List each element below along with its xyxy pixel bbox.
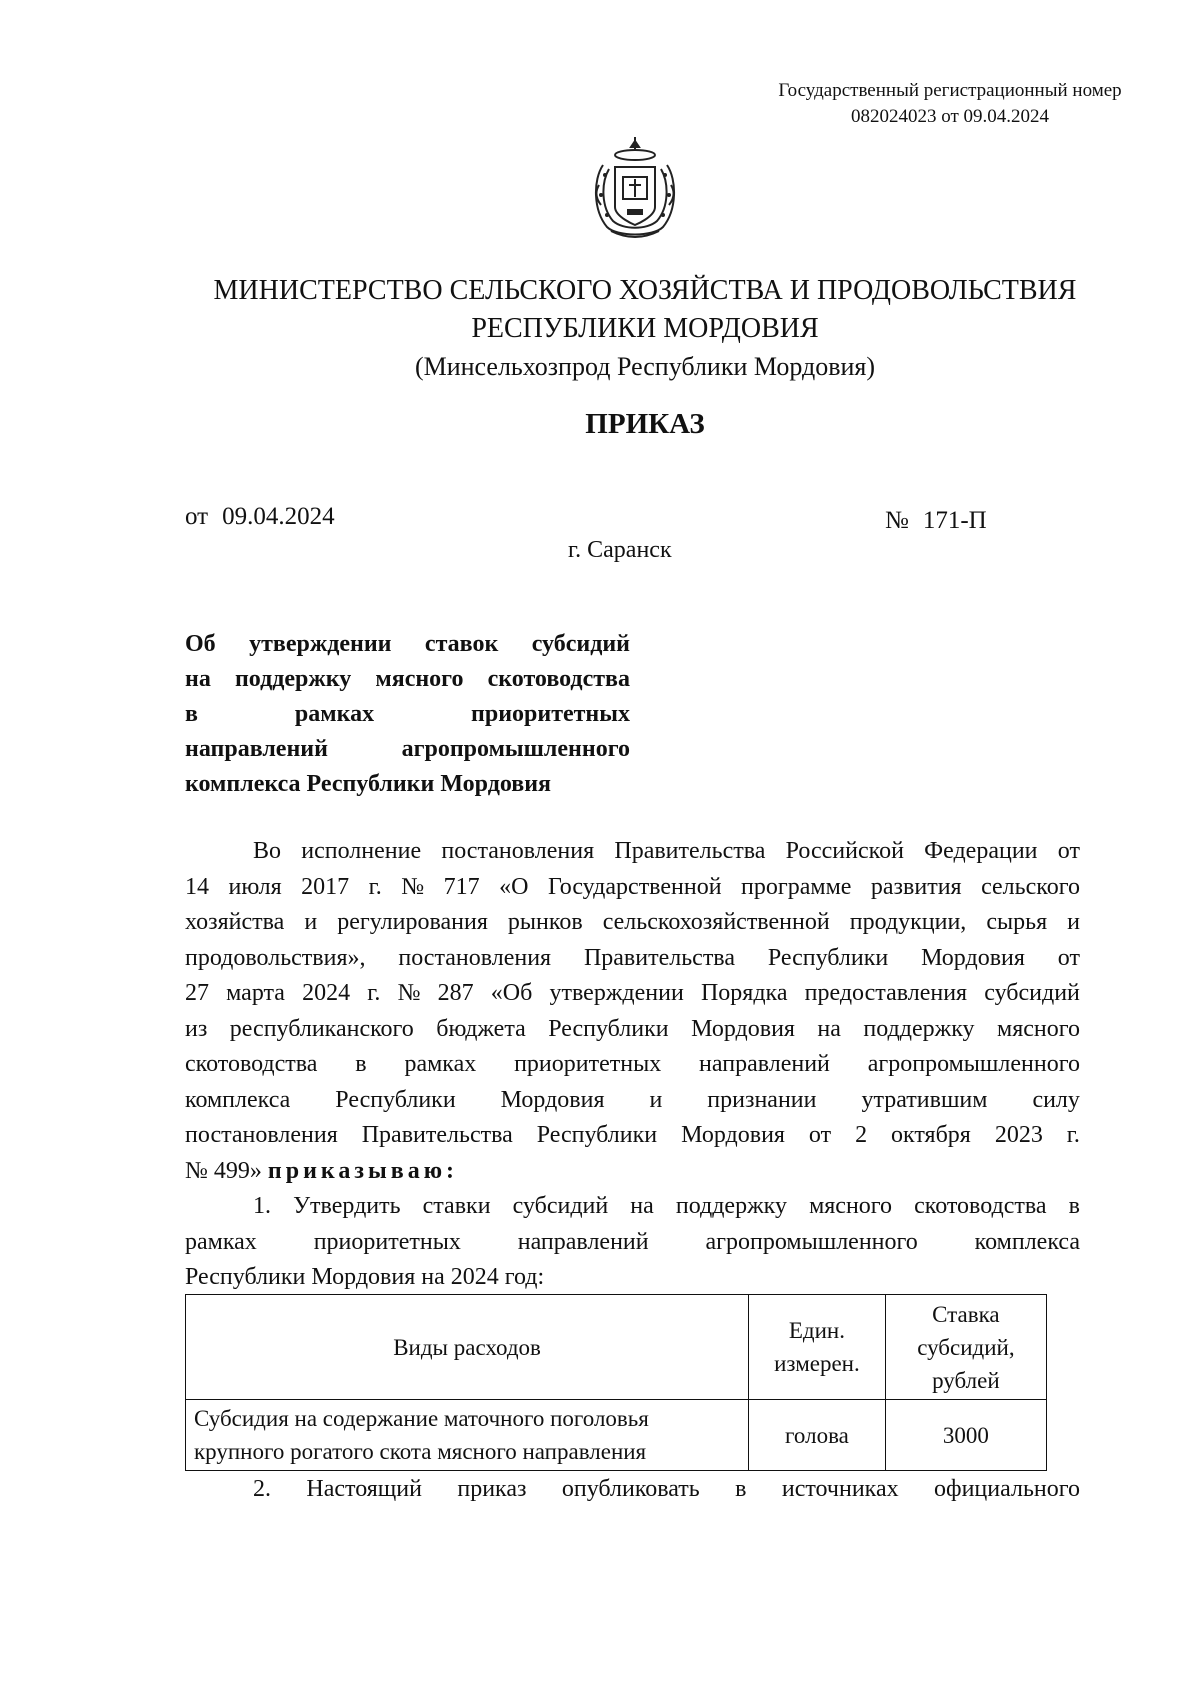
word: «О <box>499 873 529 900</box>
word: Порядка <box>700 980 788 1006</box>
word: программе <box>741 873 852 900</box>
word: приоритетных <box>313 1228 461 1255</box>
order-body <box>185 834 1080 1296</box>
word: утверждении <box>549 980 684 1006</box>
word: марта <box>226 980 285 1006</box>
word: бюджета <box>436 1015 526 1042</box>
table-row <box>186 1400 1047 1471</box>
word: в <box>355 1051 367 1077</box>
word: сельскохозяйственной <box>602 909 830 935</box>
word: ставки <box>422 1193 491 1219</box>
table-cell: голова <box>749 1400 886 1471</box>
word: Об <box>185 631 216 657</box>
body-line <box>185 834 1080 870</box>
city: г. Саранск <box>568 537 672 563</box>
word: № <box>397 980 421 1006</box>
body-line: Республики Мордовия на 2024 год: <box>185 1264 545 1290</box>
ministry-name-line: РЕСПУБЛИКИ МОРДОВИЯ <box>471 313 819 344</box>
word: хозяйства <box>185 909 285 935</box>
table-header-row <box>186 1295 1047 1400</box>
word: Российской <box>785 838 904 864</box>
word: «Об <box>490 980 533 1006</box>
word: на <box>185 666 211 692</box>
word: Утвердить <box>293 1193 401 1219</box>
word: 27 <box>185 980 209 1006</box>
body-line <box>185 1189 1080 1225</box>
word: постановления <box>441 838 595 864</box>
word: Мордовия <box>681 1122 785 1148</box>
word: в <box>735 1476 747 1502</box>
word: комплекса <box>974 1228 1080 1255</box>
word: субсидий <box>531 631 630 657</box>
body-line <box>185 976 1080 1012</box>
date-value: 09.04.2024 <box>222 503 335 530</box>
word: из <box>185 1015 208 1042</box>
word: комплекса <box>185 1086 291 1113</box>
word: развития <box>870 873 962 900</box>
word: 287 <box>437 980 474 1006</box>
word: 2. <box>253 1476 271 1502</box>
word: Правительства <box>614 838 766 864</box>
table-cell: 3000 <box>885 1400 1046 1471</box>
body-line <box>185 1083 1080 1119</box>
word: в <box>1068 1193 1080 1219</box>
word: постановления <box>185 1122 338 1148</box>
word: на <box>630 1193 654 1219</box>
word: ставок <box>424 631 499 657</box>
body-line <box>185 941 1080 977</box>
word: Мордовия <box>500 1086 605 1113</box>
subject-line <box>185 732 630 767</box>
word: и <box>649 1086 663 1113</box>
subsidy-rates-table <box>185 1294 1047 1471</box>
document-title: ПРИКАЗ <box>585 408 705 440</box>
word: утверждении <box>249 631 392 657</box>
word: поддержку <box>675 1193 787 1219</box>
subject-line <box>185 627 630 662</box>
word: рынков <box>507 909 583 935</box>
word: продовольствия», <box>185 944 366 971</box>
word: октября <box>891 1122 971 1148</box>
word: на <box>817 1015 841 1042</box>
word: № <box>401 873 425 900</box>
word: 14 <box>185 873 209 900</box>
paragraph-2 <box>185 1472 1080 1507</box>
word: приоритетных <box>471 701 630 727</box>
word: скотоводства <box>185 1051 318 1077</box>
word: Правительства <box>361 1122 513 1148</box>
word: скотоводства <box>487 666 630 692</box>
word: продукции, <box>849 909 967 935</box>
registration-line: Государственный регистрационный номер <box>778 80 1122 101</box>
word: агропромышленного <box>867 1051 1080 1077</box>
word: Правительства <box>583 944 735 971</box>
word: опубликовать <box>561 1476 700 1502</box>
word: и <box>304 909 318 935</box>
word: рамках <box>185 1228 257 1255</box>
word: Мордовия <box>691 1015 795 1042</box>
word: субсидий <box>984 980 1080 1006</box>
word: в <box>185 701 198 727</box>
word: утратившим <box>861 1086 988 1113</box>
registration-line: 082024023 от 09.04.2024 <box>850 106 1050 127</box>
word: Настоящий <box>306 1476 422 1502</box>
word: и <box>1067 909 1080 935</box>
ministry-name-line: МИНИСТЕРСТВО СЕЛЬСКОГО ХОЗЯЙСТВА И ПРОДОВОЛЬСТВИЯ <box>213 275 1077 306</box>
word: мясного <box>375 666 464 692</box>
word: Республики <box>767 944 889 971</box>
subject-line <box>185 697 630 732</box>
word: от <box>1057 838 1080 864</box>
word: Мордовия <box>921 944 1025 971</box>
word: 717 <box>443 873 480 900</box>
word: официального <box>934 1476 1080 1502</box>
word: мясного <box>997 1015 1080 1042</box>
word: сырья <box>986 909 1048 935</box>
word: скотоводства <box>914 1193 1047 1219</box>
number-value: 171-П <box>922 507 987 534</box>
word: приоритетных <box>514 1051 662 1077</box>
word: источниках <box>781 1476 899 1502</box>
subject-line: комплекса Республики Мордовия <box>185 771 552 797</box>
word: 2024 <box>302 980 351 1006</box>
body-line <box>185 1012 1080 1048</box>
word: поддержку <box>863 1015 975 1042</box>
order-number <box>885 507 987 535</box>
word: Республики <box>548 1015 669 1042</box>
ministry-short-name: (Минсельхозпрод Республики Мордовия) <box>414 352 876 381</box>
word: от <box>808 1122 832 1148</box>
subject-line <box>185 662 630 697</box>
ministry-header <box>150 272 1140 386</box>
table-header-cell: Ставка субсидий, рублей <box>885 1295 1046 1400</box>
word: субсидий <box>512 1193 609 1219</box>
table-header-cell: Един. измерен. <box>749 1295 886 1400</box>
word: сельского <box>981 873 1080 900</box>
word: поддержку <box>234 666 352 692</box>
body-line <box>185 1472 1080 1507</box>
number-label: № <box>885 507 909 534</box>
word: 2023 <box>994 1122 1043 1148</box>
table-cell: Субсидия на содержание маточного поголовья крупного рогатого скота мясного направления <box>186 1400 749 1471</box>
word: рамках <box>294 701 375 727</box>
word: республиканского <box>229 1015 414 1042</box>
word: приказ <box>457 1476 527 1502</box>
word: июля <box>228 873 282 900</box>
word: от <box>1057 944 1080 971</box>
word: силу <box>1032 1086 1080 1113</box>
body-line <box>185 1047 1080 1083</box>
word: направлений <box>185 736 328 762</box>
word: 1. <box>253 1193 271 1219</box>
word: г. <box>367 980 381 1006</box>
word: направлений <box>517 1228 649 1255</box>
word: Республики <box>335 1086 456 1113</box>
word: признании <box>707 1086 817 1113</box>
body-line <box>185 1154 1080 1190</box>
word: рамках <box>404 1051 477 1077</box>
word: г. <box>1066 1122 1080 1148</box>
word: исполнение <box>301 838 422 864</box>
word: регулирования <box>337 909 488 935</box>
word: Федерации <box>924 838 1038 864</box>
body-text-fragment: № 499» <box>185 1157 268 1184</box>
word: постановления <box>398 944 552 971</box>
body-line <box>185 905 1080 941</box>
body-line <box>185 870 1080 906</box>
word: 2017 <box>301 873 350 900</box>
date-label: от <box>185 503 209 530</box>
word: предоставления <box>804 980 968 1006</box>
word: направлений <box>699 1051 830 1077</box>
table-header-cell: Виды расходов <box>186 1295 749 1400</box>
coat-of-arms-icon <box>585 135 685 245</box>
word: Во <box>253 838 282 864</box>
registration-number <box>760 78 1140 130</box>
word: агропромышленного <box>705 1228 918 1255</box>
word: г. <box>368 873 382 900</box>
body-line <box>185 1225 1080 1261</box>
order-verb: приказываю: <box>267 1157 459 1184</box>
body-line <box>185 1118 1080 1154</box>
order-date <box>185 503 335 531</box>
word: мясного <box>809 1193 893 1219</box>
word: 2 <box>855 1122 868 1148</box>
order-subject <box>185 627 630 802</box>
word: Государственной <box>547 873 722 900</box>
word: Республики <box>536 1122 658 1148</box>
word: агропромышленного <box>401 736 630 762</box>
